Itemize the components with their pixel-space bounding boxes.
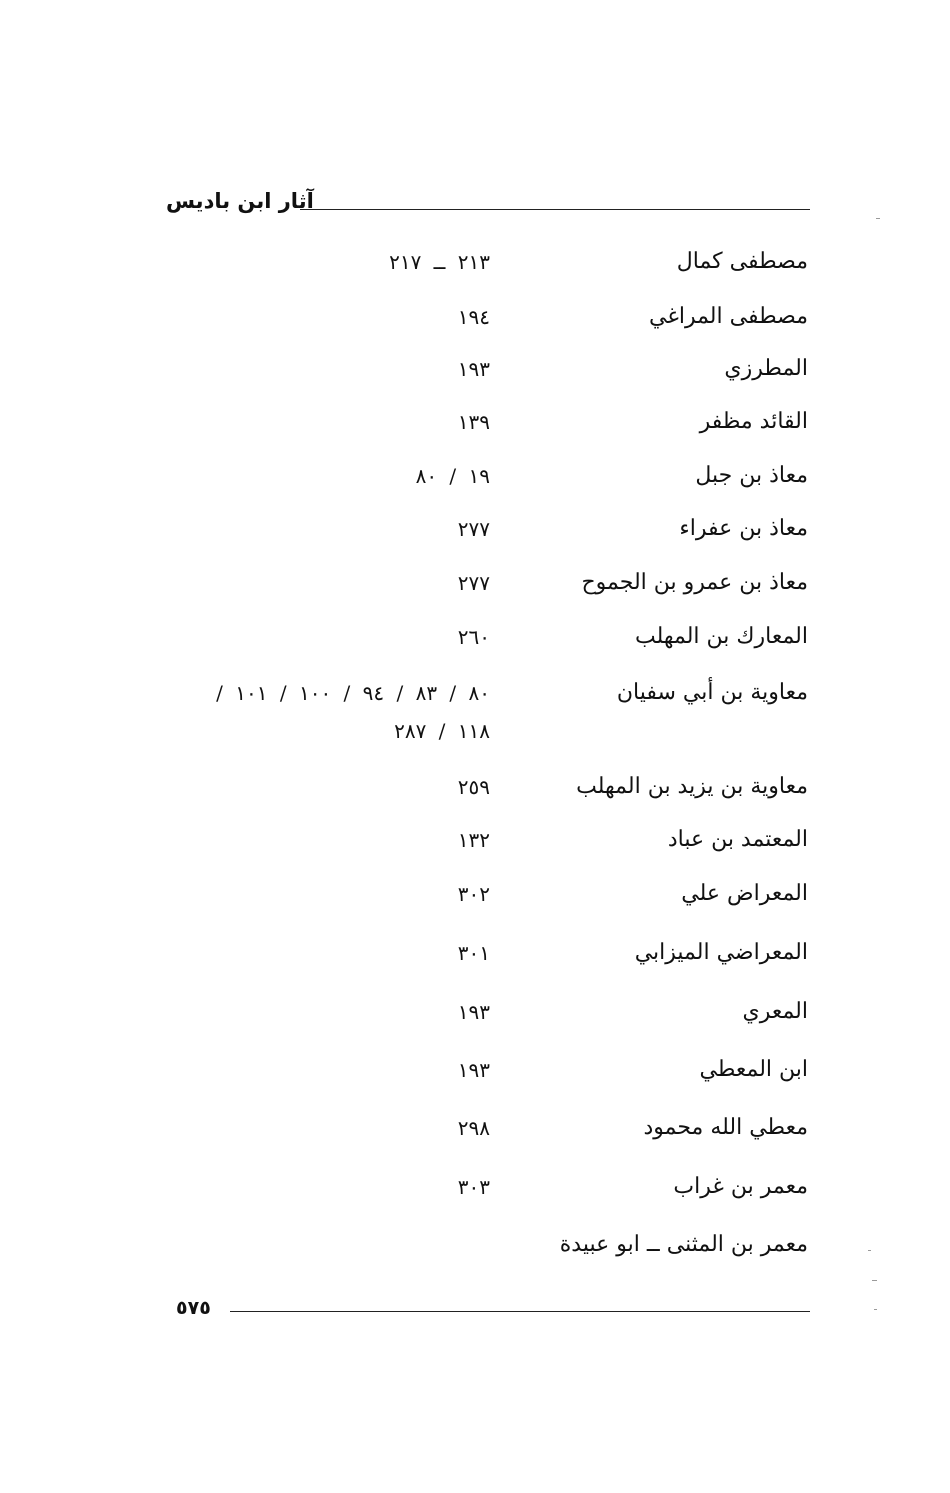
entry-pages: ٢٩٨ [457, 1116, 490, 1140]
entry-pages: ١٩٣ [457, 1058, 490, 1082]
entry-pages: ١٩ / ٨٠ [415, 464, 490, 488]
scan-speck [874, 1309, 877, 1310]
index-entry [0, 300, 950, 340]
index-entry [0, 877, 950, 917]
entry-pages: ٨٠ / ٨٣ / ٩٤ / ١٠٠ / ١٠١ / [216, 681, 490, 705]
scan-speck [868, 1250, 871, 1251]
index-entry [0, 620, 950, 660]
entry-name: معاذ بن عمرو بن الجموح [581, 570, 808, 595]
index-entry [0, 936, 950, 976]
header-rule [300, 209, 810, 210]
entry-name: المعتمد بن عباد [667, 827, 808, 852]
entry-name: معاوية بن يزيد بن المهلب [576, 774, 808, 799]
index-entry [0, 770, 950, 810]
index-entry [0, 676, 950, 756]
entry-name: المعراضي الميزابي [634, 940, 808, 965]
entry-pages: ٢٧٧ [457, 517, 490, 541]
entry-pages-continued: ١١٨ / ٢٨٧ [394, 719, 490, 743]
scan-speck [872, 1280, 877, 1281]
entry-name: المعري [742, 999, 808, 1024]
entry-pages: ٢٦٠ [457, 625, 490, 649]
entry-name: معطي الله محمود [643, 1115, 808, 1140]
index-entry [0, 512, 950, 552]
index-entry [0, 1053, 950, 1093]
index-entry [0, 995, 950, 1035]
index-entry [0, 1228, 950, 1268]
index-entry [0, 352, 950, 392]
entry-name: المطرزي [724, 356, 808, 381]
index-entry [0, 823, 950, 863]
entry-pages: ٢٧٧ [457, 571, 490, 595]
entry-name: مصطفى المراغي [649, 304, 808, 329]
entry-pages: ١٣٢ [457, 828, 490, 852]
footer-rule [230, 1311, 810, 1312]
entry-name: معاذ بن جبل [695, 463, 808, 488]
entry-pages: ٣٠١ [457, 941, 490, 965]
entry-pages: ٣٠٣ [457, 1175, 490, 1199]
entry-name: المعارك بن المهلب [634, 624, 808, 649]
entry-pages: ٣٠٢ [457, 882, 490, 906]
entry-pages: ١٣٩ [457, 410, 490, 434]
index-entry [0, 459, 950, 499]
page-number: ٥٧٥ [176, 1297, 211, 1319]
entry-pages: ٢١٣ ــ ٢١٧ [389, 250, 490, 274]
entry-name: مصطفى كمال [676, 249, 808, 274]
entry-name: معمر بن المثنى ــ ابو عبيدة [559, 1232, 808, 1257]
entry-name: معاذ بن عفراء [679, 516, 808, 541]
entry-name: المعراض علي [681, 881, 808, 906]
index-entry [0, 1170, 950, 1210]
scan-speck [876, 218, 880, 219]
entry-name: معمر بن غراب [673, 1174, 808, 1199]
entry-name: القائد مظفر [699, 409, 808, 434]
index-entry [0, 405, 950, 445]
entry-name: ابن المعطي [699, 1057, 808, 1082]
entry-pages: ١٩٣ [457, 357, 490, 381]
entry-pages: ١٩٣ [457, 1000, 490, 1024]
index-entry [0, 245, 950, 285]
entry-pages: ١٩٤ [457, 305, 490, 329]
index-entry [0, 566, 950, 606]
entry-name: معاوية بن أبي سفيان [616, 680, 808, 705]
index-entry [0, 1111, 950, 1151]
entry-pages: ٢٥٩ [457, 775, 490, 799]
running-header-title: آثار ابن باديس [166, 189, 314, 213]
